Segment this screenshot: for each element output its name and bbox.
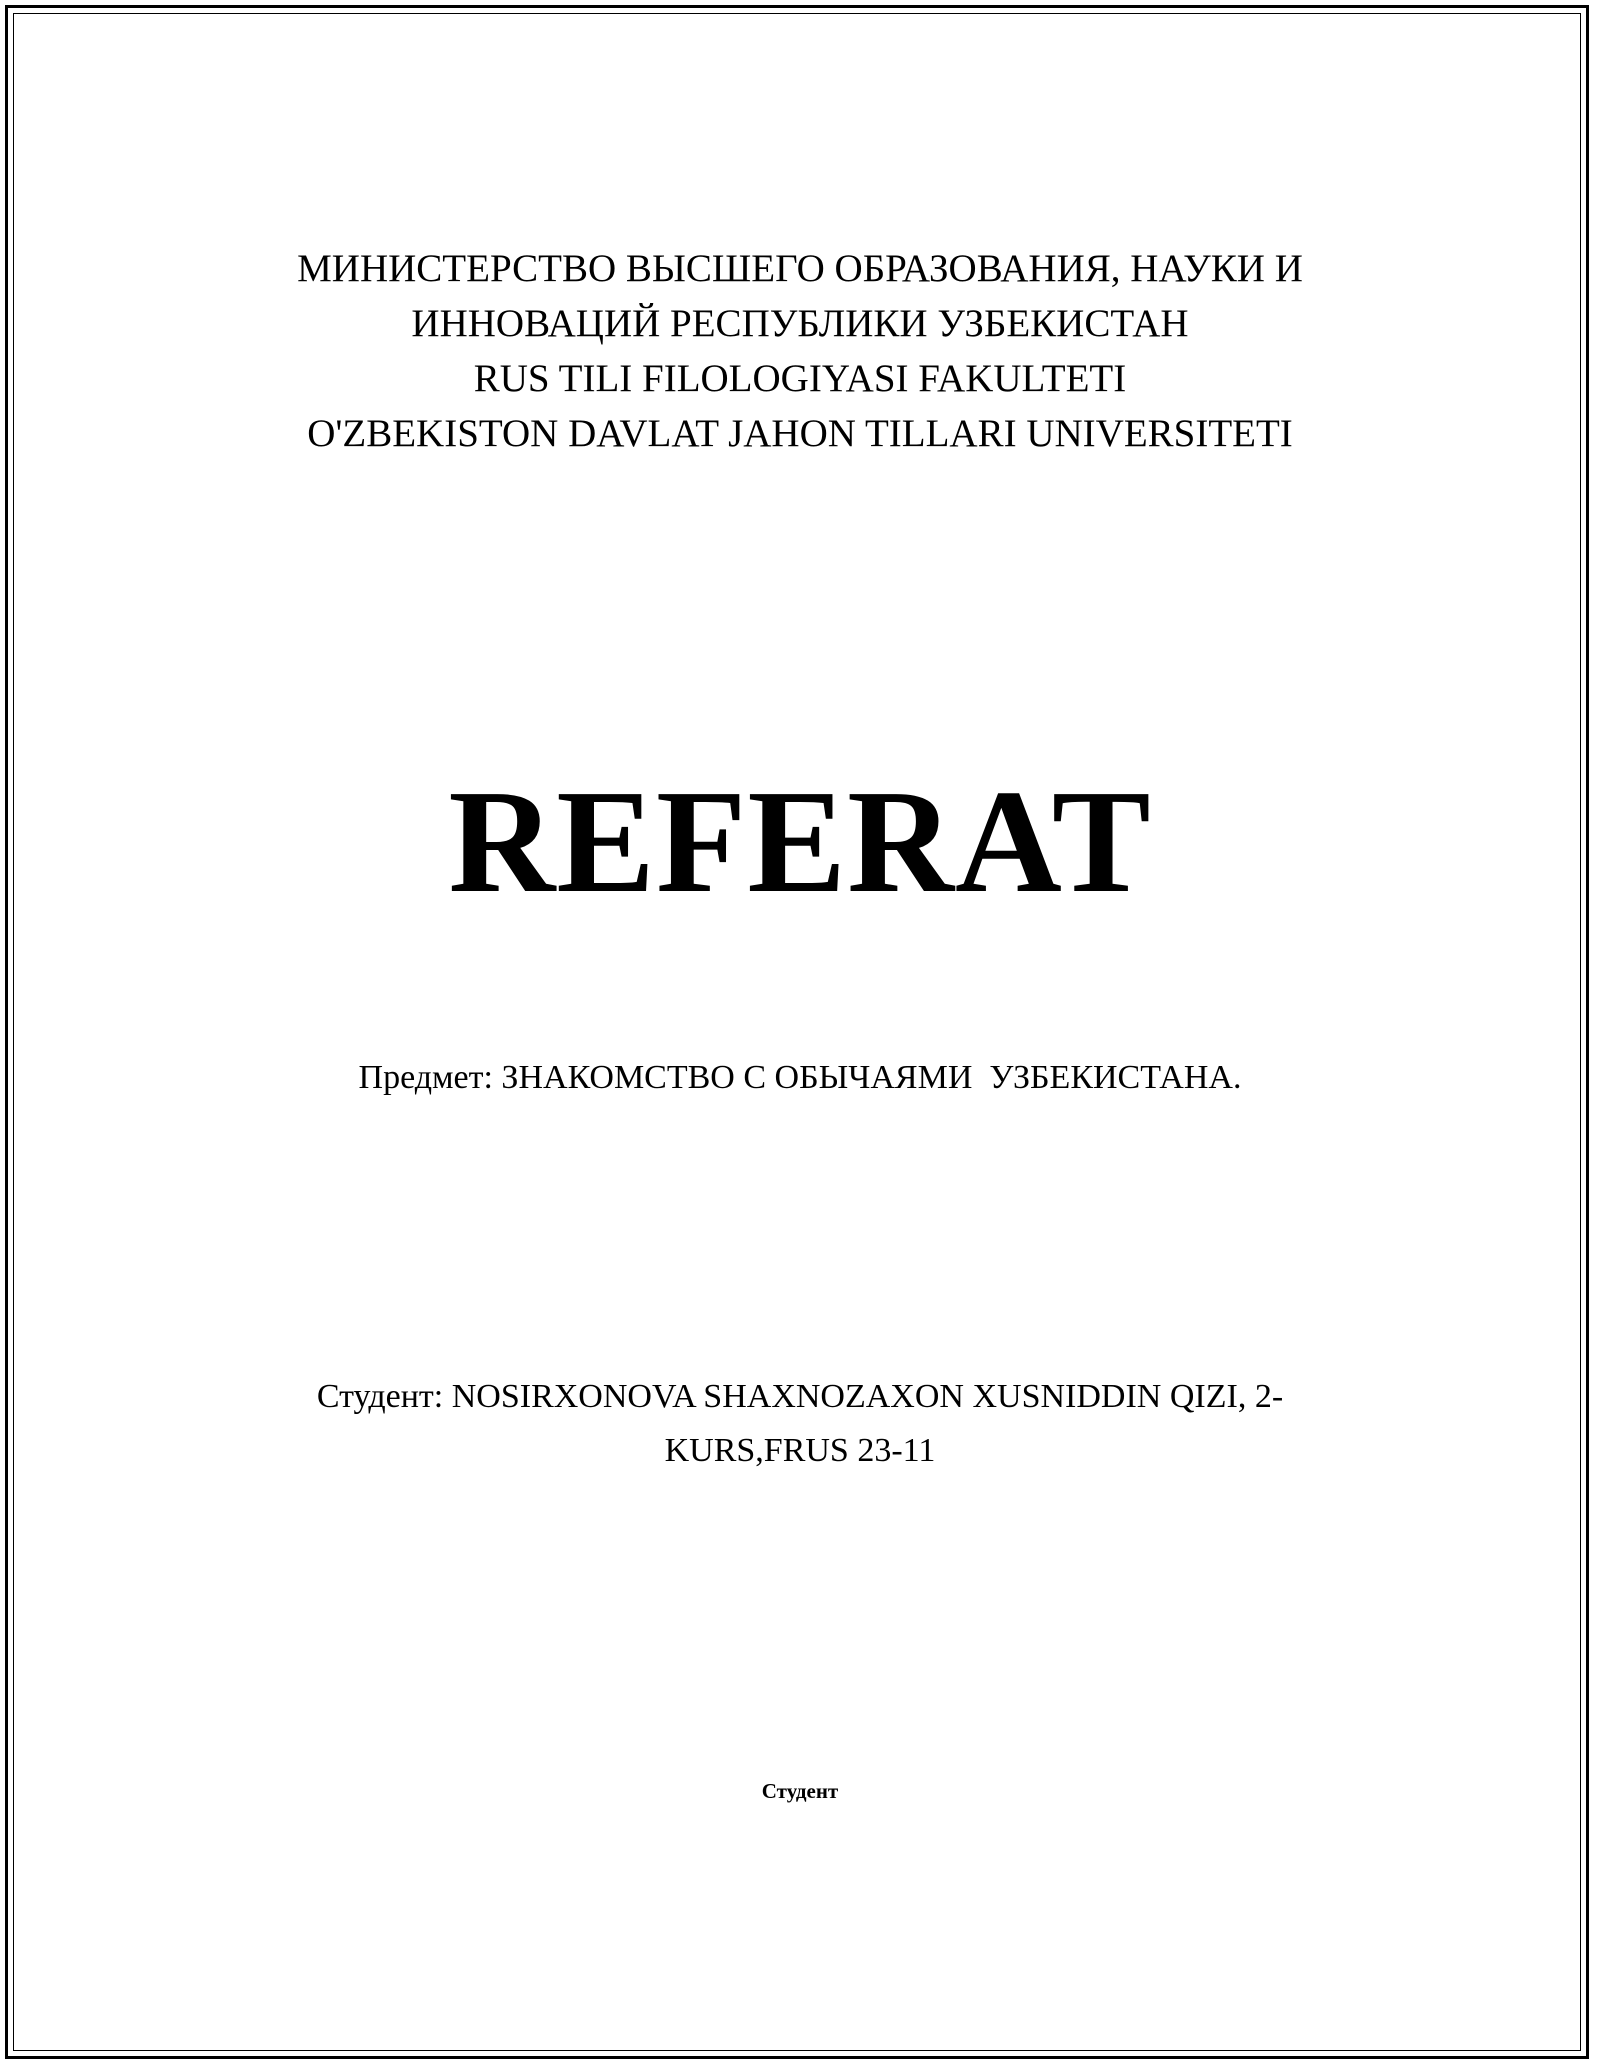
institution-header (0, 241, 1600, 461)
student-info (0, 1370, 1600, 1478)
footer-student-label: Студент (761, 1779, 839, 1803)
header-line-republic: ИННОВАЦИЙ РЕСПУБЛИКИ УЗБЕКИСТАН (411, 302, 1189, 345)
header-line-ministry: МИНИСТЕРСТВО ВЫСШЕГО ОБРАЗОВАНИЯ, НАУКИ И (297, 247, 1303, 290)
document-title: REFERAT (448, 760, 1152, 924)
student-line-group: KURS,FRUS 23-11 (664, 1432, 936, 1469)
header-line-university: O'ZBEKISTON DAVLAT JAHON TILLARI UNIVERSITETI (307, 412, 1293, 455)
subject-line: Предмет: ЗНАКОМСТВО С ОБЫЧАЯМИ УЗБЕКИСТАНА. (358, 1059, 1242, 1096)
student-line-name: Студент: NOSIRXONOVA SHAXNOZAXON XUSNIDDIN QIZI, 2- (316, 1378, 1284, 1415)
header-line-faculty: RUS TILI FILOLOGIYASI FAKULTETI (473, 357, 1127, 400)
